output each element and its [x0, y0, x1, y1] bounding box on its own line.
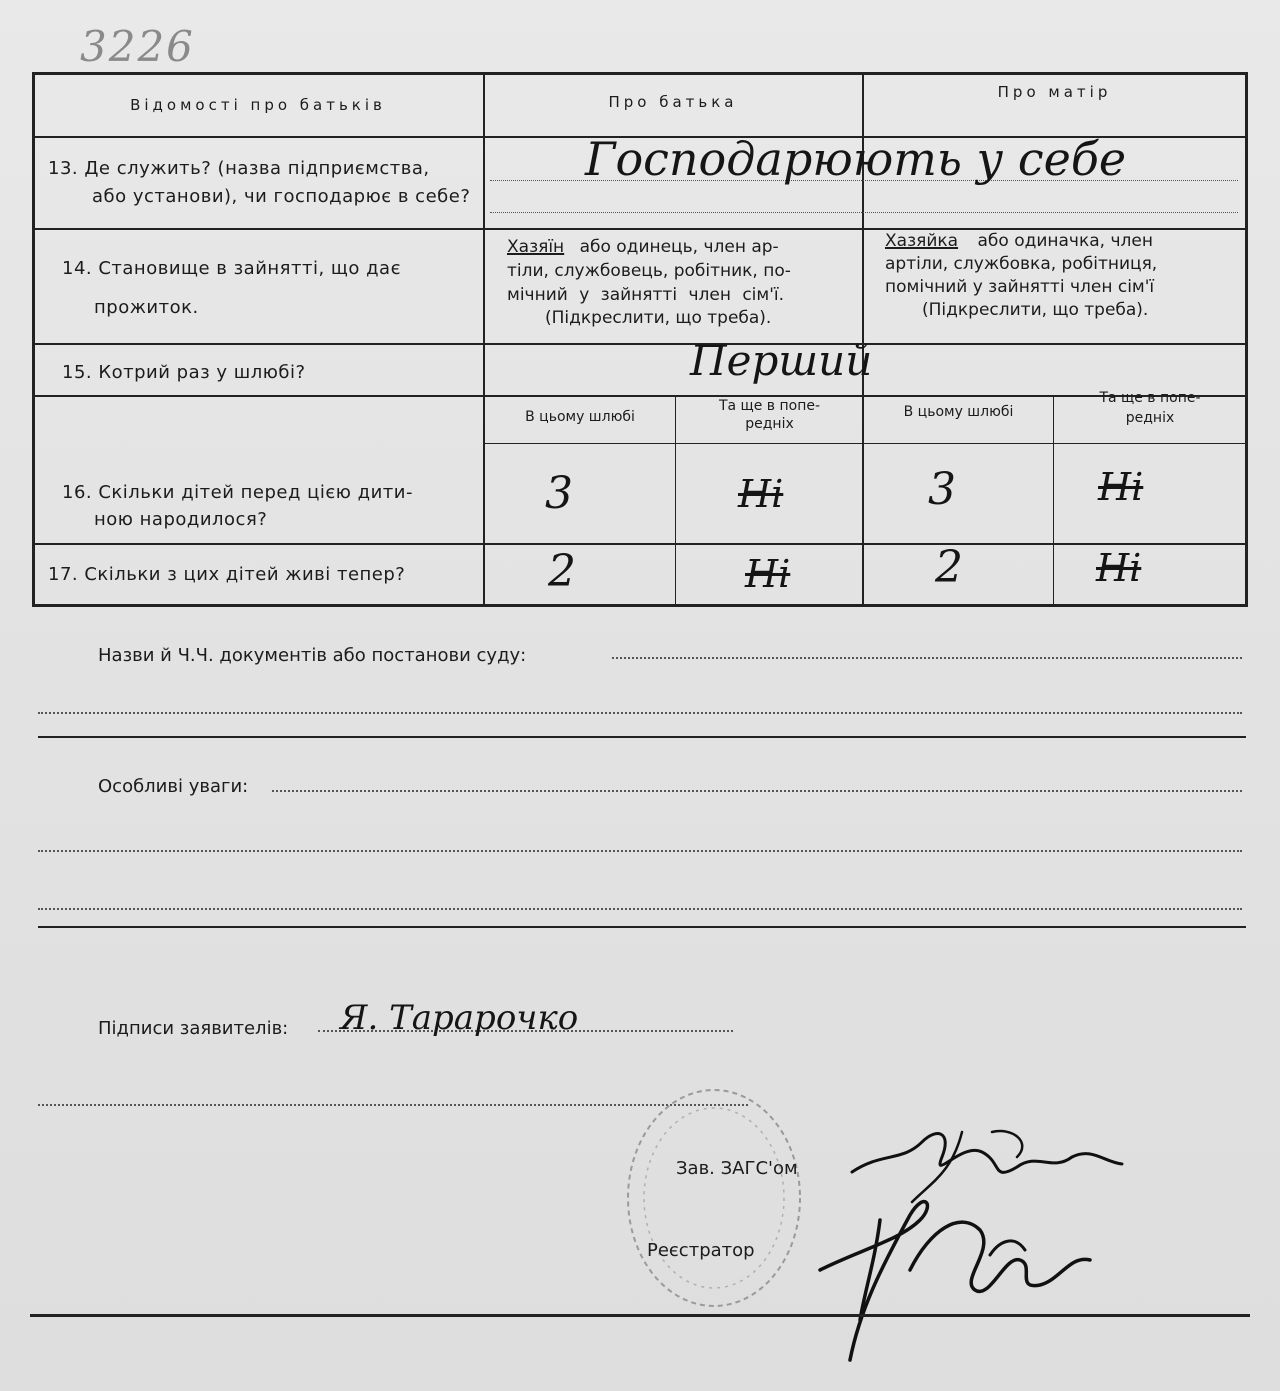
father-underlined-option: Хазяїн	[507, 237, 565, 257]
subhead-mother-previous-line1: Та ще в попе-	[1099, 390, 1201, 406]
q16-mother-this: 3	[928, 464, 956, 515]
q13-label-line1: 13. Де служить? (назва підприємства,	[48, 158, 430, 179]
q15-answer: Перший	[690, 336, 873, 385]
header-about-father: Про батька	[608, 93, 738, 111]
mother-option-line3: помічний у зайнятті член сім'ї	[885, 277, 1155, 297]
q15-label: 15. Котрий раз у шлюбі?	[62, 362, 306, 383]
remarks-label: Особливі уваги:	[98, 776, 249, 797]
q17-label: 17. Скільки з цих дітей живі тепер?	[48, 564, 406, 585]
q17-father-this: 2	[548, 546, 576, 597]
father-option-line3: мічний у зайнятті член сім'ї.	[507, 285, 785, 305]
registrar-signature-icon	[760, 1160, 1120, 1370]
header-parents-info: Відомості про батьків	[130, 96, 386, 114]
subhead-father-previous-line1: Та ще в попе-	[718, 398, 821, 414]
registrar-label: Реєстратор	[647, 1240, 755, 1261]
q16-mother-prev: Ні	[1098, 465, 1144, 509]
applicant-signature: Я. Тарарочко	[340, 998, 579, 1038]
q16-label-line1: 16. Скільки дітей перед цією дити-	[62, 482, 413, 503]
archive-number: 3226	[80, 22, 195, 71]
applicants-signature-label: Підписи заявителів:	[98, 1018, 289, 1039]
q17-mother-this: 2	[935, 542, 963, 593]
documents-label: Назви й Ч.Ч. документів або постанови суду:	[98, 645, 527, 666]
q16-father-prev: Ні	[738, 472, 784, 516]
q17-mother-prev: Ні	[1096, 546, 1142, 590]
mother-option-line4: (Підкреслити, що треба).	[922, 300, 1149, 320]
q14-label-line1: 14. Становище в зайнятті, що дає	[62, 258, 401, 279]
mother-underlined-option: Хазяйка	[885, 231, 959, 251]
father-option-line1: або одинець, член ар-	[579, 237, 779, 257]
subhead-father-this-marriage: В цьому шлюбі	[525, 409, 635, 425]
subhead-mother-this-marriage: В цьому шлюбі	[903, 404, 1014, 420]
mother-option-line1: або одиначка, член	[977, 231, 1153, 251]
subhead-mother-previous-line2: редніх	[1125, 410, 1175, 426]
q13-answer: Господарюють у себе	[585, 132, 1127, 186]
q16-father-this: 3	[545, 468, 573, 519]
q17-father-prev: Ні	[745, 552, 791, 596]
header-about-mother: Про матір	[997, 83, 1112, 101]
zags-head-label: Зав. ЗАГС'ом	[676, 1158, 798, 1179]
q13-label-line2: або установи), чи господарює в себе?	[92, 186, 471, 207]
mother-option-line2: артіли, службовка, робітниця,	[885, 254, 1158, 274]
subhead-father-previous-line2: редніх	[745, 416, 794, 432]
q16-label-line2: ною народилося?	[94, 509, 268, 530]
father-option-line2: тіли, службовець, робітник, по-	[507, 261, 791, 281]
q14-label-line2: прожиток.	[94, 297, 199, 318]
father-option-line4: (Підкреслити, що треба).	[545, 308, 772, 328]
